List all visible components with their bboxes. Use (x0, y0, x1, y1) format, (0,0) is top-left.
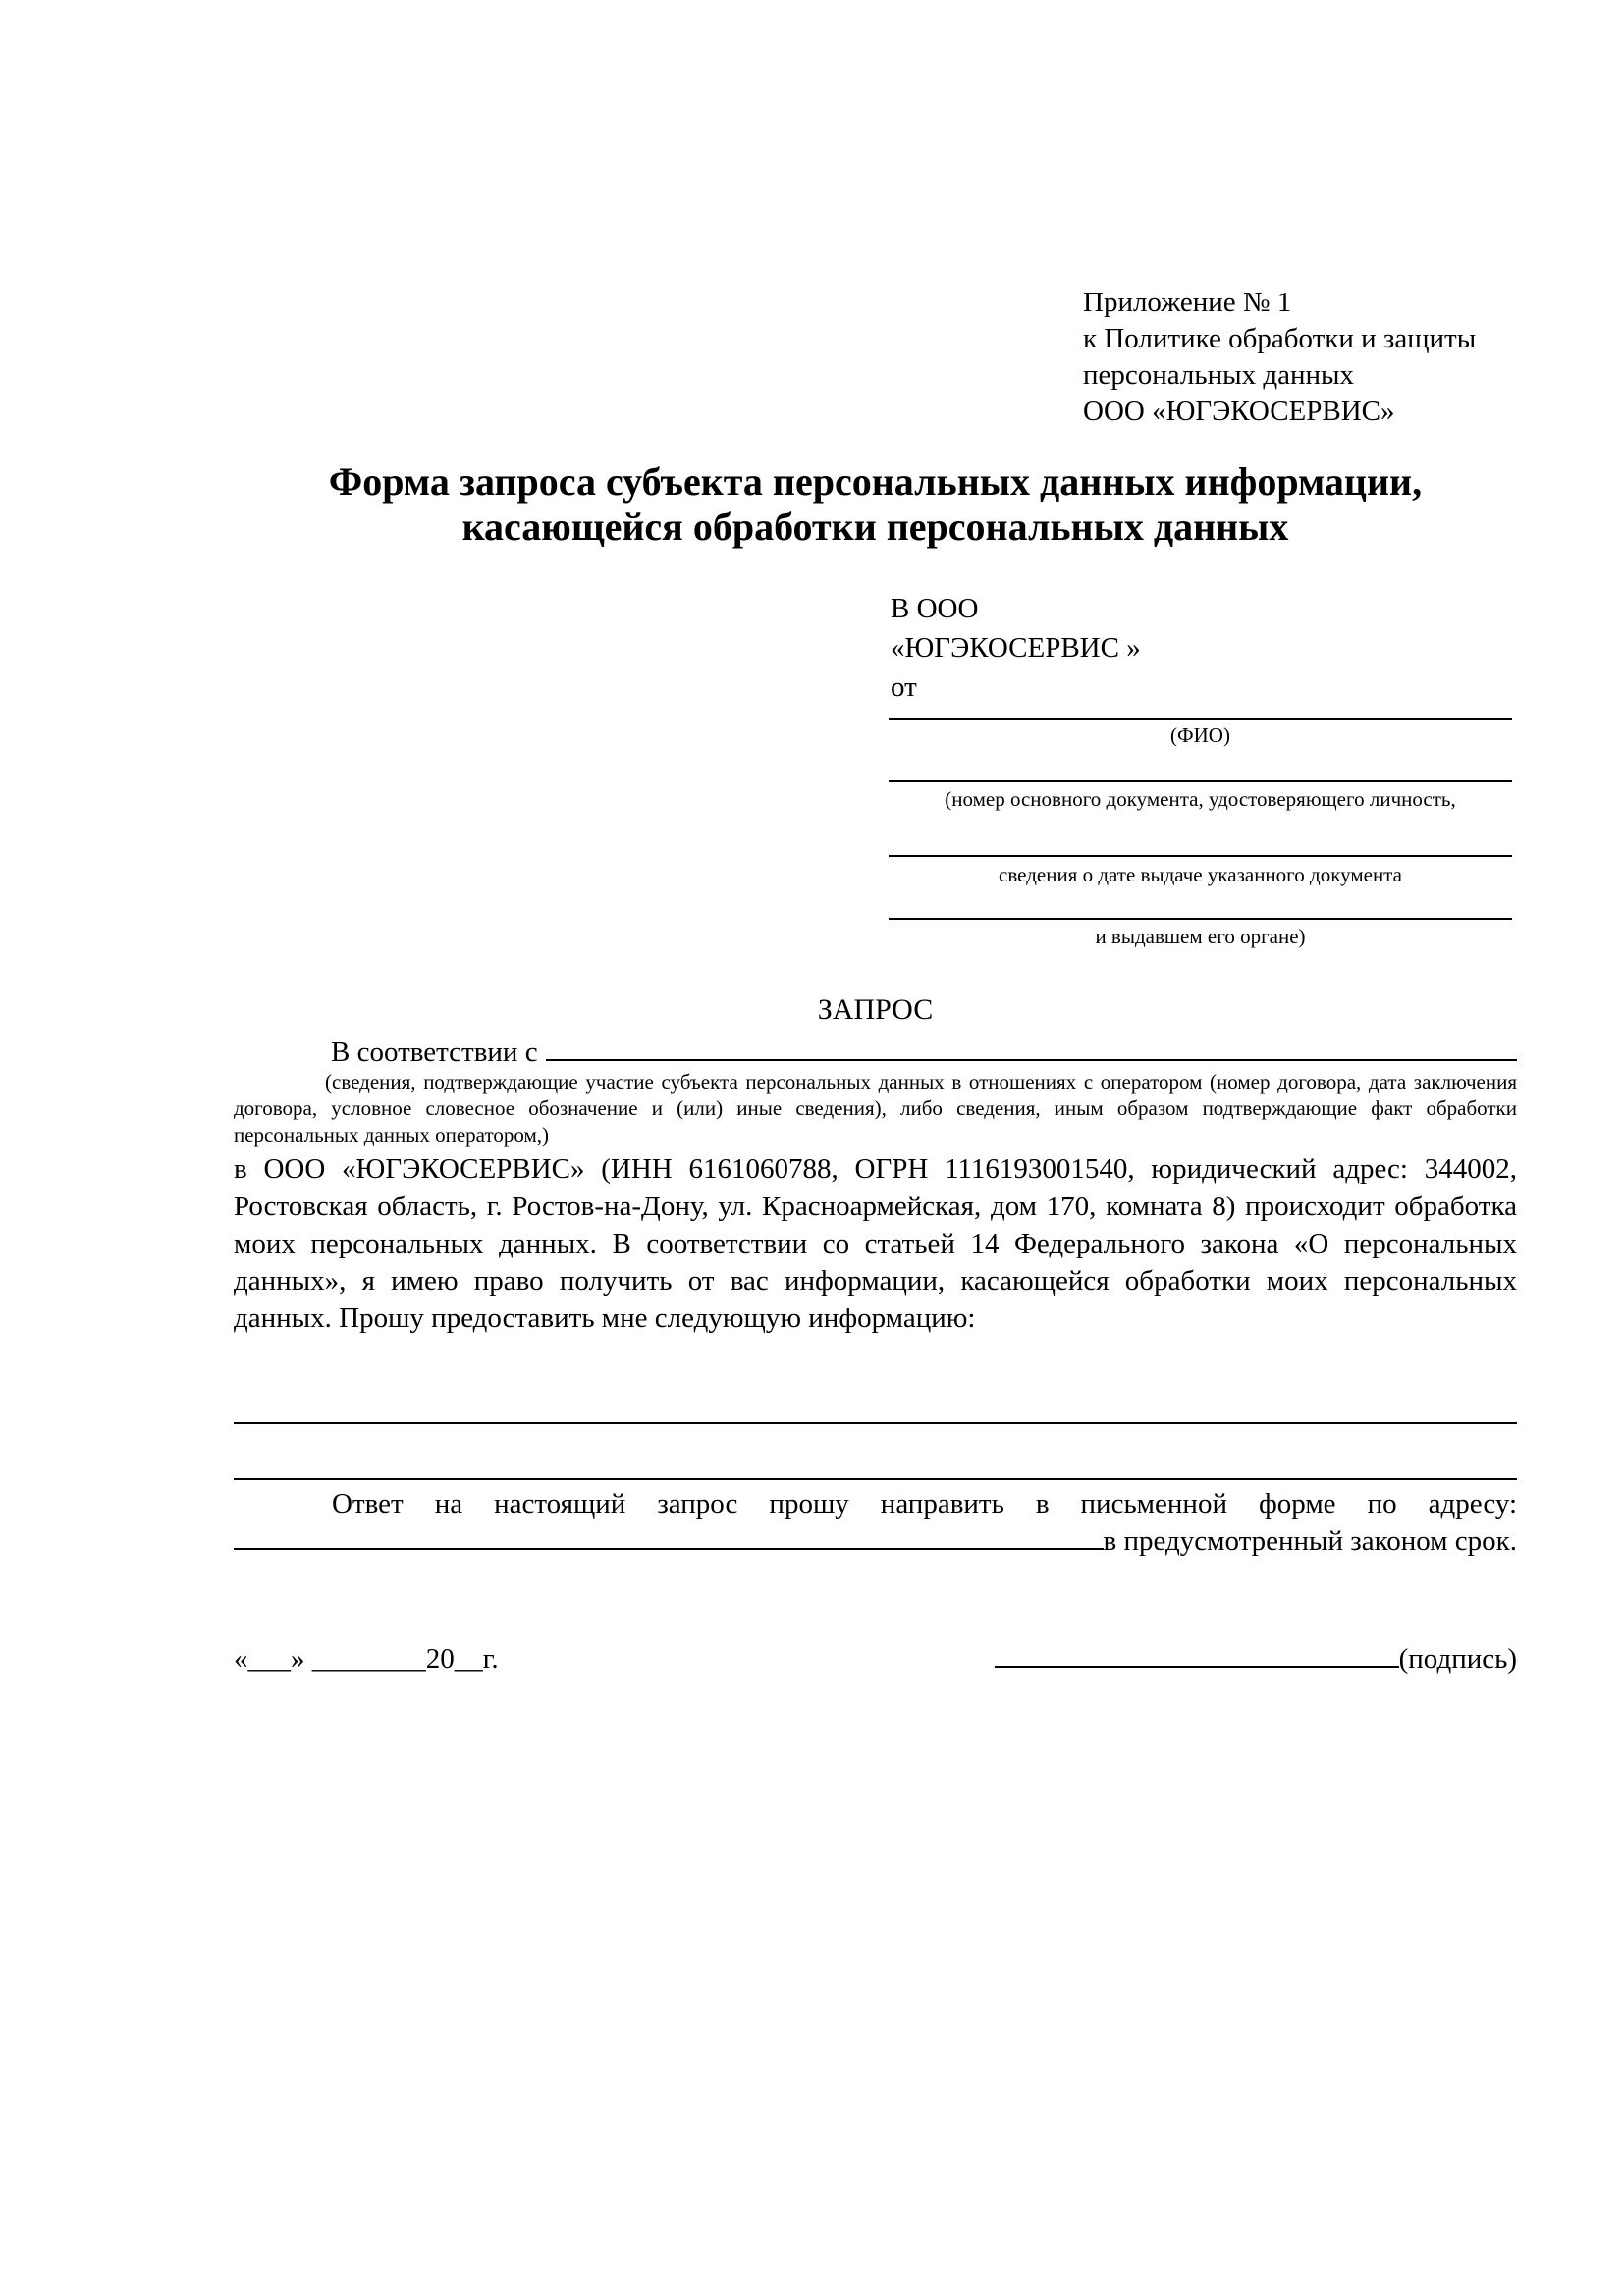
request-intro-label: В соответствии с (331, 1037, 538, 1068)
address-blank-line (234, 1548, 1104, 1550)
signature-caption: (подпись) (1398, 1643, 1517, 1675)
request-body-paragraph: в ООО «ЮГЭКОСЕРВИС» (ИНН 6161060788, ОГРН 1116193001540, юридический адрес: 344002, Ростовская область, г. Ростов-на-Дону, ул. Красноармейская, дом 170, комната 8) происходит обработка моих персональных данных. В соответствии со статьей 14 Федерального закона «О персональных данных», я имею право получить от вас информации, касающейся обработки моих персональных данных. Прошу предоставить мне следующую информацию: (234, 1153, 1517, 1334)
page-title-line-2: касающейся обработки персональных данных (461, 505, 1289, 549)
doc-number-field-caption: (номер основного документа, удостоверяющего личность, (945, 787, 1456, 811)
answer-suffix: в предусмотренный законом срок. (1103, 1525, 1517, 1557)
date-signature-row (234, 1639, 1517, 1679)
appendix-line-2: к Политике обработки и защиты (1083, 323, 1477, 354)
request-intro-row (234, 1033, 1517, 1072)
appendix-note (1083, 285, 1535, 430)
request-intro-blank-line (546, 1059, 1517, 1061)
fio-field-caption: (ФИО) (1170, 723, 1230, 747)
addressee-line-2: «ЮГЭКОСЕРВИС » (891, 632, 1141, 664)
page-title-line-1: Форма запроса субъекта персональных данных информации, (328, 459, 1423, 504)
page-title (234, 459, 1517, 550)
appendix-line-4: ООО «ЮГЭКОСЕРВИС» (1083, 396, 1395, 427)
info-blank-line-2 (234, 1478, 1517, 1480)
request-intro-caption: (сведения, подтверждающие участие субъекта персональных данных в отношениях с оператором (номер договора, дата заключения договора, условное словесное обозначение и (или) иные сведения), либо сведения, иным образом подтверждающие факт обработки персональных данных оператором,) (234, 1070, 1517, 1147)
request-heading: ЗАПРОС (817, 993, 934, 1026)
addressee-line-1: В ООО (891, 593, 979, 624)
info-blank-line-1 (234, 1422, 1517, 1424)
address-row (234, 1522, 1517, 1561)
doc-issuer-field-line (889, 918, 1512, 920)
addressee-from-label: от (891, 671, 917, 703)
fio-field-line (889, 718, 1512, 720)
doc-number-field-line (889, 780, 1512, 782)
addressee-block (891, 589, 1512, 707)
signature-line (995, 1666, 1399, 1668)
answer-paragraph: Ответ на настоящий запрос прошу направить в письменной форме по адресу: (332, 1488, 1517, 1520)
doc-issuer-field-caption: и выдавшем его органе) (1095, 925, 1306, 948)
date-blank-text: «___» ________20__г. (234, 1643, 499, 1675)
appendix-line-1: Приложение № 1 (1083, 287, 1292, 318)
signature-group (995, 1639, 1517, 1679)
doc-date-field-line (889, 855, 1512, 857)
appendix-line-3: персональных данных (1083, 359, 1355, 391)
doc-date-field-caption: сведения о дате выдаче указанного документа (999, 863, 1402, 886)
